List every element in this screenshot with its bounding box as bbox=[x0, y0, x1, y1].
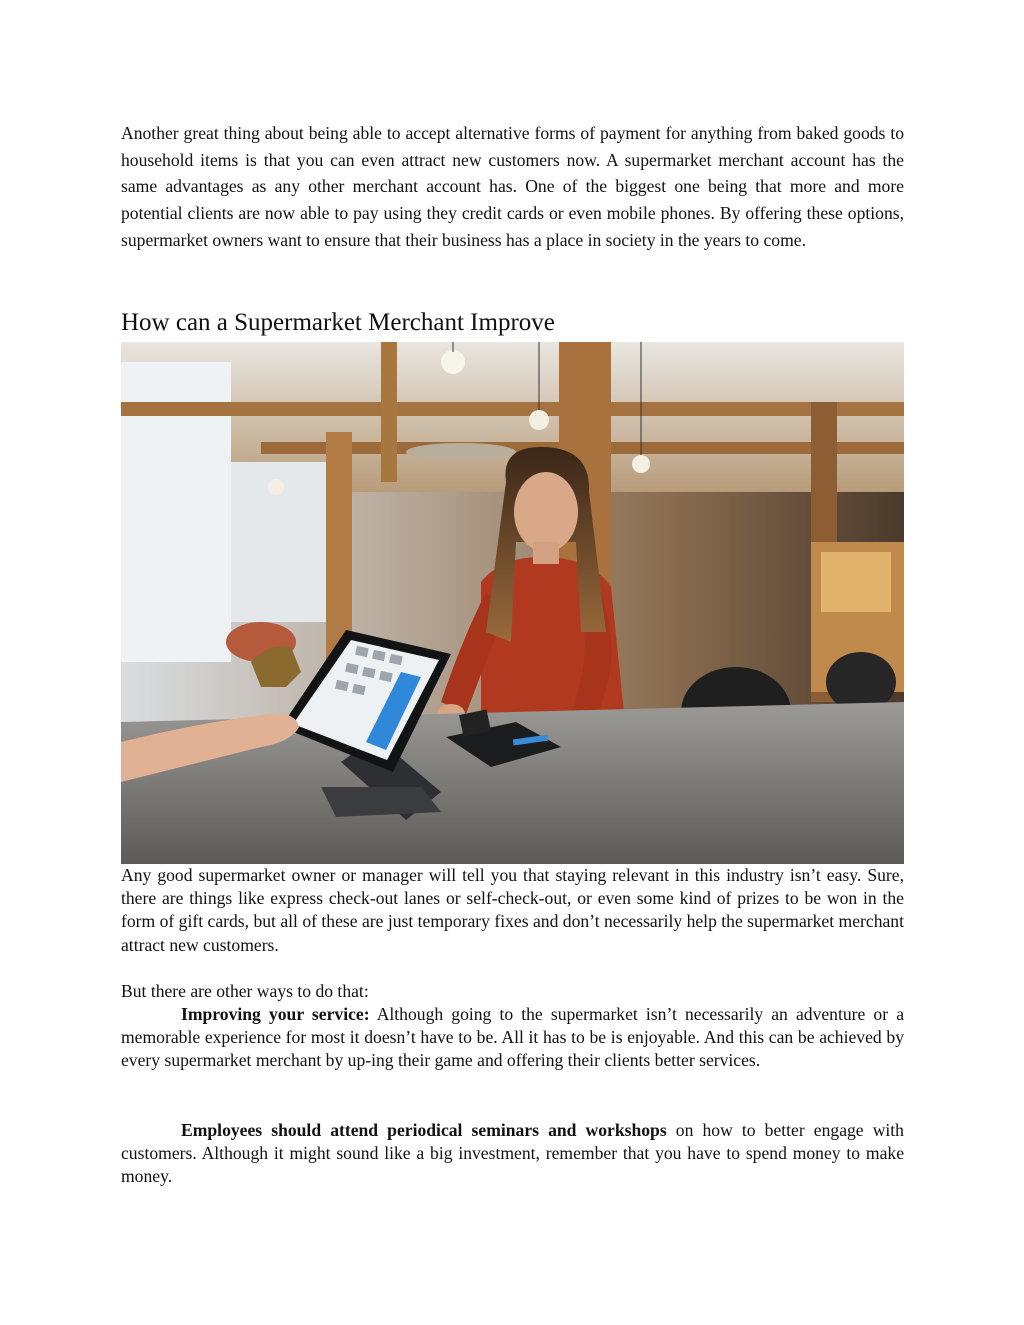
employees-text: on how to better engage with customers. Although it might sound like a big investment, remember that you have to spend money to make money. bbox=[121, 1120, 904, 1187]
improving-service-title: Improving your service: bbox=[181, 1004, 370, 1024]
improving-service-paragraph bbox=[121, 1003, 904, 1073]
section-heading: How can a Supermarket Merchant Improve bbox=[121, 309, 555, 336]
intro-paragraph: Another great thing about being able to accept alternative forms of payment for anything from baked goods to household items is that you can even attract new customers now. A supermarket merchant account has the same advantages as any other merchant account has. One of the biggest one being that more and more potential clients are now able to pay using they credit cards or even mobile phones. By offering these options, supermarket owners want to ensure that their business has a place in society in the years to come. bbox=[121, 123, 904, 250]
ways-intro: But there are other ways to do that: bbox=[121, 981, 369, 1001]
body-paragraph: Any good supermarket owner or manager will tell you that staying relevant in this industry isn’t easy. Sure, there are things like express check-out lanes or self-check-out, or even some kind of prizes to be won in the form of gift cards, but all of these are just temporary fixes and don’t necessarily help the supermarket merchant attract new customers. bbox=[121, 865, 904, 955]
employees-paragraph bbox=[121, 1119, 904, 1189]
checkout-photo bbox=[121, 342, 904, 864]
improving-service-text: Although going to the supermarket isn’t necessarily an adventure or a memorable experience for most it doesn’t have to be. All it has to be is enjoyable. And this can be achieved by every supermarket merchant by up-ing their game and offering their clients better services. bbox=[121, 1004, 905, 1071]
employees-title: Employees should attend periodical seminars and workshops bbox=[181, 1120, 667, 1140]
